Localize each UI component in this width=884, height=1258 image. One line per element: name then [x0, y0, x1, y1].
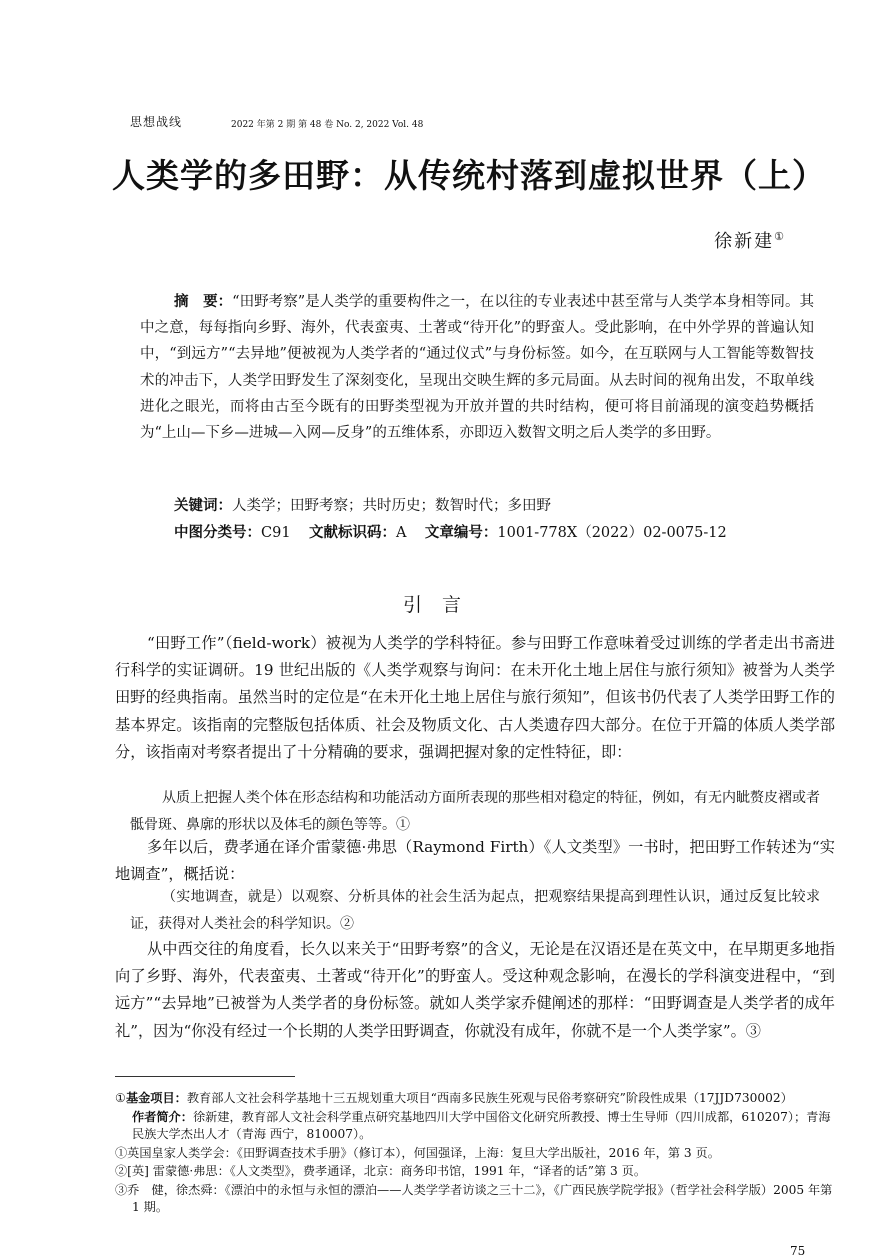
article-no-value: 1001-778X（2022）02-0075-12 [497, 525, 727, 541]
bio-label: 作者简介： [132, 1109, 193, 1124]
page-number: 75 [790, 1244, 806, 1258]
issue-info: 2022 年第 2 期 第 48 卷 No. 2, 2022 Vol. 48 [231, 120, 424, 130]
doc-value: A [395, 525, 407, 541]
clc-value: C91 [261, 525, 291, 541]
abstract [140, 289, 814, 446]
keywords-text: 人类学；田野考察；共时历史；数智时代；多田野 [232, 498, 551, 514]
paragraph-text: 多年以后，费孝通在译介雷蒙德·弗思（Raymond Firth）《人文类型》一书时，把田野工作转述为“实地调查”，概括说： [115, 838, 835, 884]
paragraph-text: “田野工作”（field-work）被视为人类学的学科特征。参与田野工作意味着受过训练的学者走出书斋进行科学的实证调研。19 世纪出版的《人类学观察与询问：在未开化土地上居住与旅行须知》被誉为人类学田野的经典指南。虽然当时的定位是“在未开化土地上居住与旅行须知”，但该书仍代表了人类学田野工作的基本界定。该指南的完整版包括体质、社会及物质文化、古人类遗存四大部分。在位于开篇的体质人类学部分，该指南对考察者提出了十分精确的要求，强调把握对象的定性特征，即： [115, 634, 835, 761]
quote-2 [130, 884, 820, 937]
footnote-2: ②[英] 雷蒙德·弗思：《人文类型》，费孝通译，北京：商务印书馆，1991 年，“译者的话”第 3 页。 [115, 1164, 647, 1178]
author-name: 徐新建 [714, 231, 775, 252]
footnotes [115, 1090, 835, 1218]
doc-label: 文献标识码： [308, 525, 396, 541]
article-no-label: 文章编号： [424, 525, 498, 541]
keywords-label: 关键词： [174, 498, 232, 514]
abstract-label: 摘 要： [174, 294, 233, 310]
footnote-3: ③乔 健，徐杰舜：《漂泊中的永恒与永恒的漂泊——人类学学者访谈之三十二》，《广西民族学院学报》（哲学社会科学版）2005 年第 1 期。 [115, 1182, 833, 1214]
clc-label: 中图分类号： [174, 525, 261, 541]
author-footnote-mark: ① [774, 230, 786, 243]
footnote-divider [115, 1076, 295, 1077]
quote-text: 从质上把握人类个体在形态结构和功能活动方面所表现的那些相对稳定的特征，例如，有无内眦赘皮褶或者骶骨斑、鼻廓的形状以及体毛的颜色等等。① [130, 790, 820, 833]
journal-column: 思想战线 [130, 115, 183, 129]
section-title: 引言 [402, 594, 481, 616]
footnote-1: ①英国皇家人类学会：《田野调查技术手册》（修订本），何国强译，上海：复旦大学出版社，2016 年，第 3 页。 [115, 1145, 720, 1160]
fund-mark: ① [115, 1091, 126, 1105]
footnote-fund [115, 1090, 835, 1108]
article-title: 人类学的多田野：从传统村落到虚拟世界（上） [112, 156, 826, 195]
fund-text: 教育部人文社会科学基地十三五规划重大项目“西南多民族生死观与民俗考察研究”阶段性成果（17JJD730002） [186, 1091, 793, 1105]
abstract-text: “田野考察”是人类学的重要构件之一，在以往的专业表述中甚至常与人类学本身相等同。其中之意，每每指向乡野、海外，代表蛮夷、土著或“待开化”的野蛮人。受此影响，在中外学界的普遍认知中，“到远方”“去异地”便被视为人类学者的“通过仪式”与身份标签。如今，在互联网与人工智能等数智技术的冲击下，人类学田野发生了深刻变化，呈现出交映生辉的多元局面。从去时间的视角出发，不取单线进化之眼光，而将由古至今既有的田野类型视为开放并置的共时结构，便可将目前涌现的演变趋势概括为“上山—下乡—进城—入网—反身”的五维体系，亦即迈入数智文明之后人类学的多田野。 [140, 294, 814, 442]
classification [174, 521, 727, 542]
author [714, 227, 786, 253]
body-paragraph-3 [115, 936, 835, 1045]
body-paragraph-1 [115, 630, 835, 766]
paragraph-text: 从中西交往的角度看，长久以来关于“田野考察”的含义，无论是在汉语还是在英文中，在早期更多地指向了乡野、海外，代表蛮夷、土著或“待开化”的野蛮人。受这种观念影响，在漫长的学科演变进程中，“到远方”“去异地”已被誉为人类学者的身份标签。就如人类学家乔健阐述的那样：“田野调查是人类学者的成年礼”，因为“你没有经过一个长期的人类学田野调查，你就没有成年，你就不是一个人类学家”。③ [115, 940, 835, 1040]
body-paragraph-2 [115, 834, 835, 888]
bio-text: 徐新建，教育部人文社会科学重点研究基地四川大学中国俗文化研究所教授、博士生导师（四川成都，610207）；青海民族大学杰出人才（青海 西宁，810007）。 [132, 1109, 831, 1141]
quote-1 [130, 785, 820, 838]
footnote-bio [115, 1109, 835, 1144]
quote-text: （实地调查，就是）以观察、分析具体的社会生活为起点，把观察结果提高到理性认识，通过反复比较求证，获得对人类社会的科学知识。② [130, 889, 820, 932]
fund-label: 基金项目： [125, 1091, 187, 1105]
keywords [174, 494, 551, 515]
